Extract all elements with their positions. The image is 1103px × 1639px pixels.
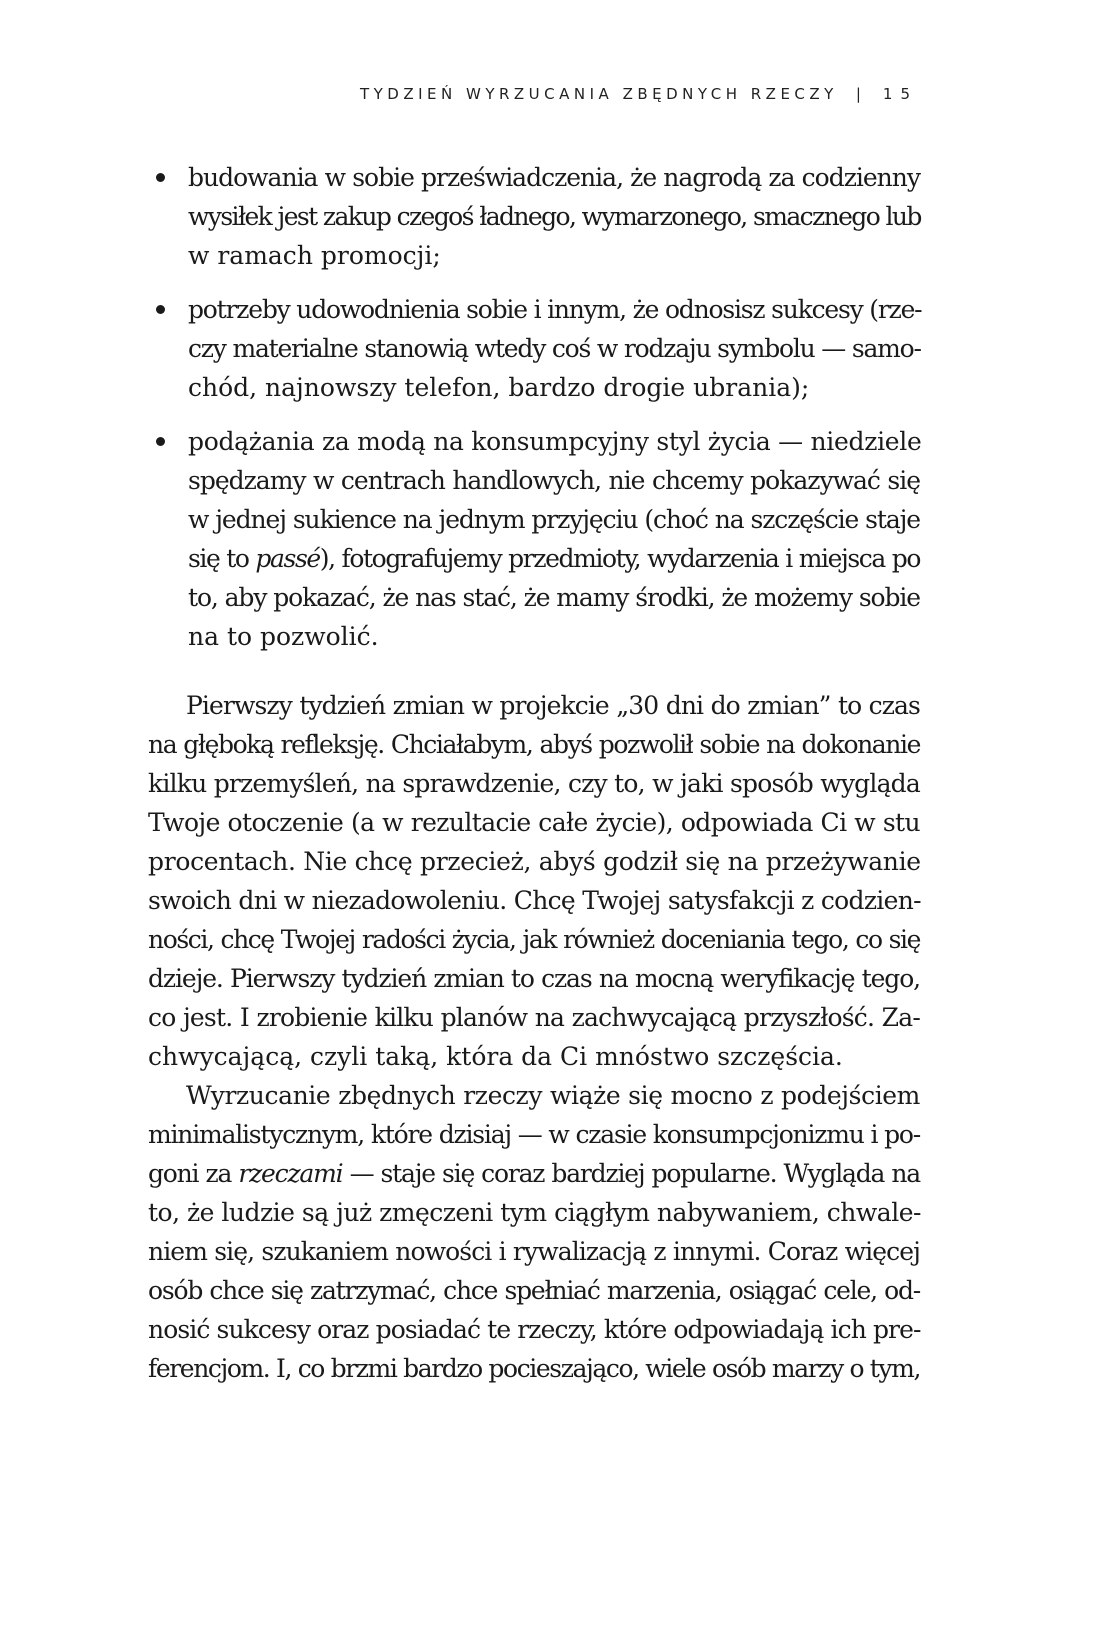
bullet-list (148, 158, 920, 656)
page-body (148, 158, 920, 1388)
text-line: spędzamy w centrach handlowych, nie chcemy pokazywać się (188, 466, 920, 495)
text-line: ności, chcę Twojej radości życia, jak również doceniania tego, co się (148, 925, 920, 954)
text-line: w jednej sukience na jednym przyjęciu (choć na szczęście staje (188, 505, 920, 534)
italic-term: passé (255, 544, 320, 573)
running-title: TYDZIEŃ WYRZUCANIA ZBĘDNYCH RZECZY (359, 85, 838, 103)
text-line: niem się, szukaniem nowości i rywalizacją z innymi. Coraz więcej (148, 1237, 920, 1266)
text-line (188, 539, 920, 578)
text-fragment: ), fotografujemy przedmioty, wydarzenia i miejsca po (319, 544, 920, 573)
text-line: budowania w sobie przeświadczenia, że nagrodą za codzienny (188, 163, 920, 192)
paragraph (148, 686, 920, 1076)
text-line: Pierwszy tydzień zmian w projekcie „30 dni do zmian” to czas (186, 691, 920, 720)
bullet-dot-icon (156, 437, 165, 446)
text-line: kilku przemyśleń, na sprawdzenie, czy to, w jaki sposób wygląda (148, 769, 920, 798)
text-line: na to pozwolić. (188, 622, 379, 651)
text-line (148, 1154, 920, 1193)
text-line: Twoje otoczenie (a w rezultacie całe życie), odpowiada Ci w stu (148, 808, 920, 837)
text-line: na głęboką refleksję. Chciałabym, abyś pozwolił sobie na dokonanie (148, 730, 920, 759)
text-line: podążania za modą na konsumpcyjny styl życia — niedziele (188, 427, 922, 456)
bullet-dot-icon (156, 305, 165, 314)
bullet-item (148, 158, 920, 275)
text-line: osób chce się zatrzymać, chce spełniać marzenia, osiągać cele, od- (148, 1276, 920, 1305)
header-separator: | (855, 85, 861, 103)
bullet-item (148, 422, 920, 656)
text-line: czy materialne stanowią wtedy coś w rodzaju symbolu — samo- (188, 334, 921, 363)
text-line: nosić sukcesy oraz posiadać te rzeczy, które odpowiadają ich pre- (148, 1315, 921, 1344)
text-line: co jest. I zrobienie kilku planów na zachwycającą przyszłość. Za- (148, 1003, 920, 1032)
text-line: chwycającą, czyli taką, która da Ci mnóstwo szczęścia. (148, 1042, 843, 1071)
bullet-item (148, 290, 920, 407)
page-number: 15 (882, 85, 918, 103)
text-fragment: goni za (148, 1159, 239, 1188)
paragraph (148, 1076, 920, 1388)
italic-term: rzeczami (238, 1159, 343, 1188)
text-line: dzieje. Pierwszy tydzień zmian to czas na mocną weryfikację tego, (148, 964, 920, 993)
text-fragment: się to (188, 544, 256, 573)
text-line: potrzeby udowodnienia sobie i innym, że odnosisz sukcesy (rze- (188, 295, 922, 324)
text-line: w ramach promocji; (188, 241, 441, 270)
text-line: minimalistycznym, które dzisiaj — w czasie konsumpcjonizmu i po- (148, 1120, 920, 1149)
text-line: to, że ludzie są już zmęczeni tym ciągłym nabywaniem, chwale- (148, 1198, 921, 1227)
running-head (360, 85, 918, 103)
text-line: Wyrzucanie zbędnych rzeczy wiąże się mocno z podejściem (186, 1081, 920, 1110)
text-line: ferencjom. I, co brzmi bardzo pocieszająco, wiele osób marzy o tym, (148, 1354, 920, 1383)
text-line: chód, najnowszy telefon, bardzo drogie ubrania); (188, 373, 810, 402)
text-line: procentach. Nie chcę przecież, abyś godził się na przeżywanie (148, 847, 921, 876)
text-fragment: — staje się coraz bardziej popularne. Wygląda na (342, 1159, 920, 1188)
text-line: wysiłek jest zakup czegoś ładnego, wymarzonego, smacznego lub (188, 202, 921, 231)
text-line: to, aby pokazać, że nas stać, że mamy środki, że możemy sobie (188, 583, 920, 612)
bullet-dot-icon (156, 173, 165, 182)
text-line: swoich dni w niezadowoleniu. Chcę Twojej satysfakcji z codzien- (148, 886, 921, 915)
